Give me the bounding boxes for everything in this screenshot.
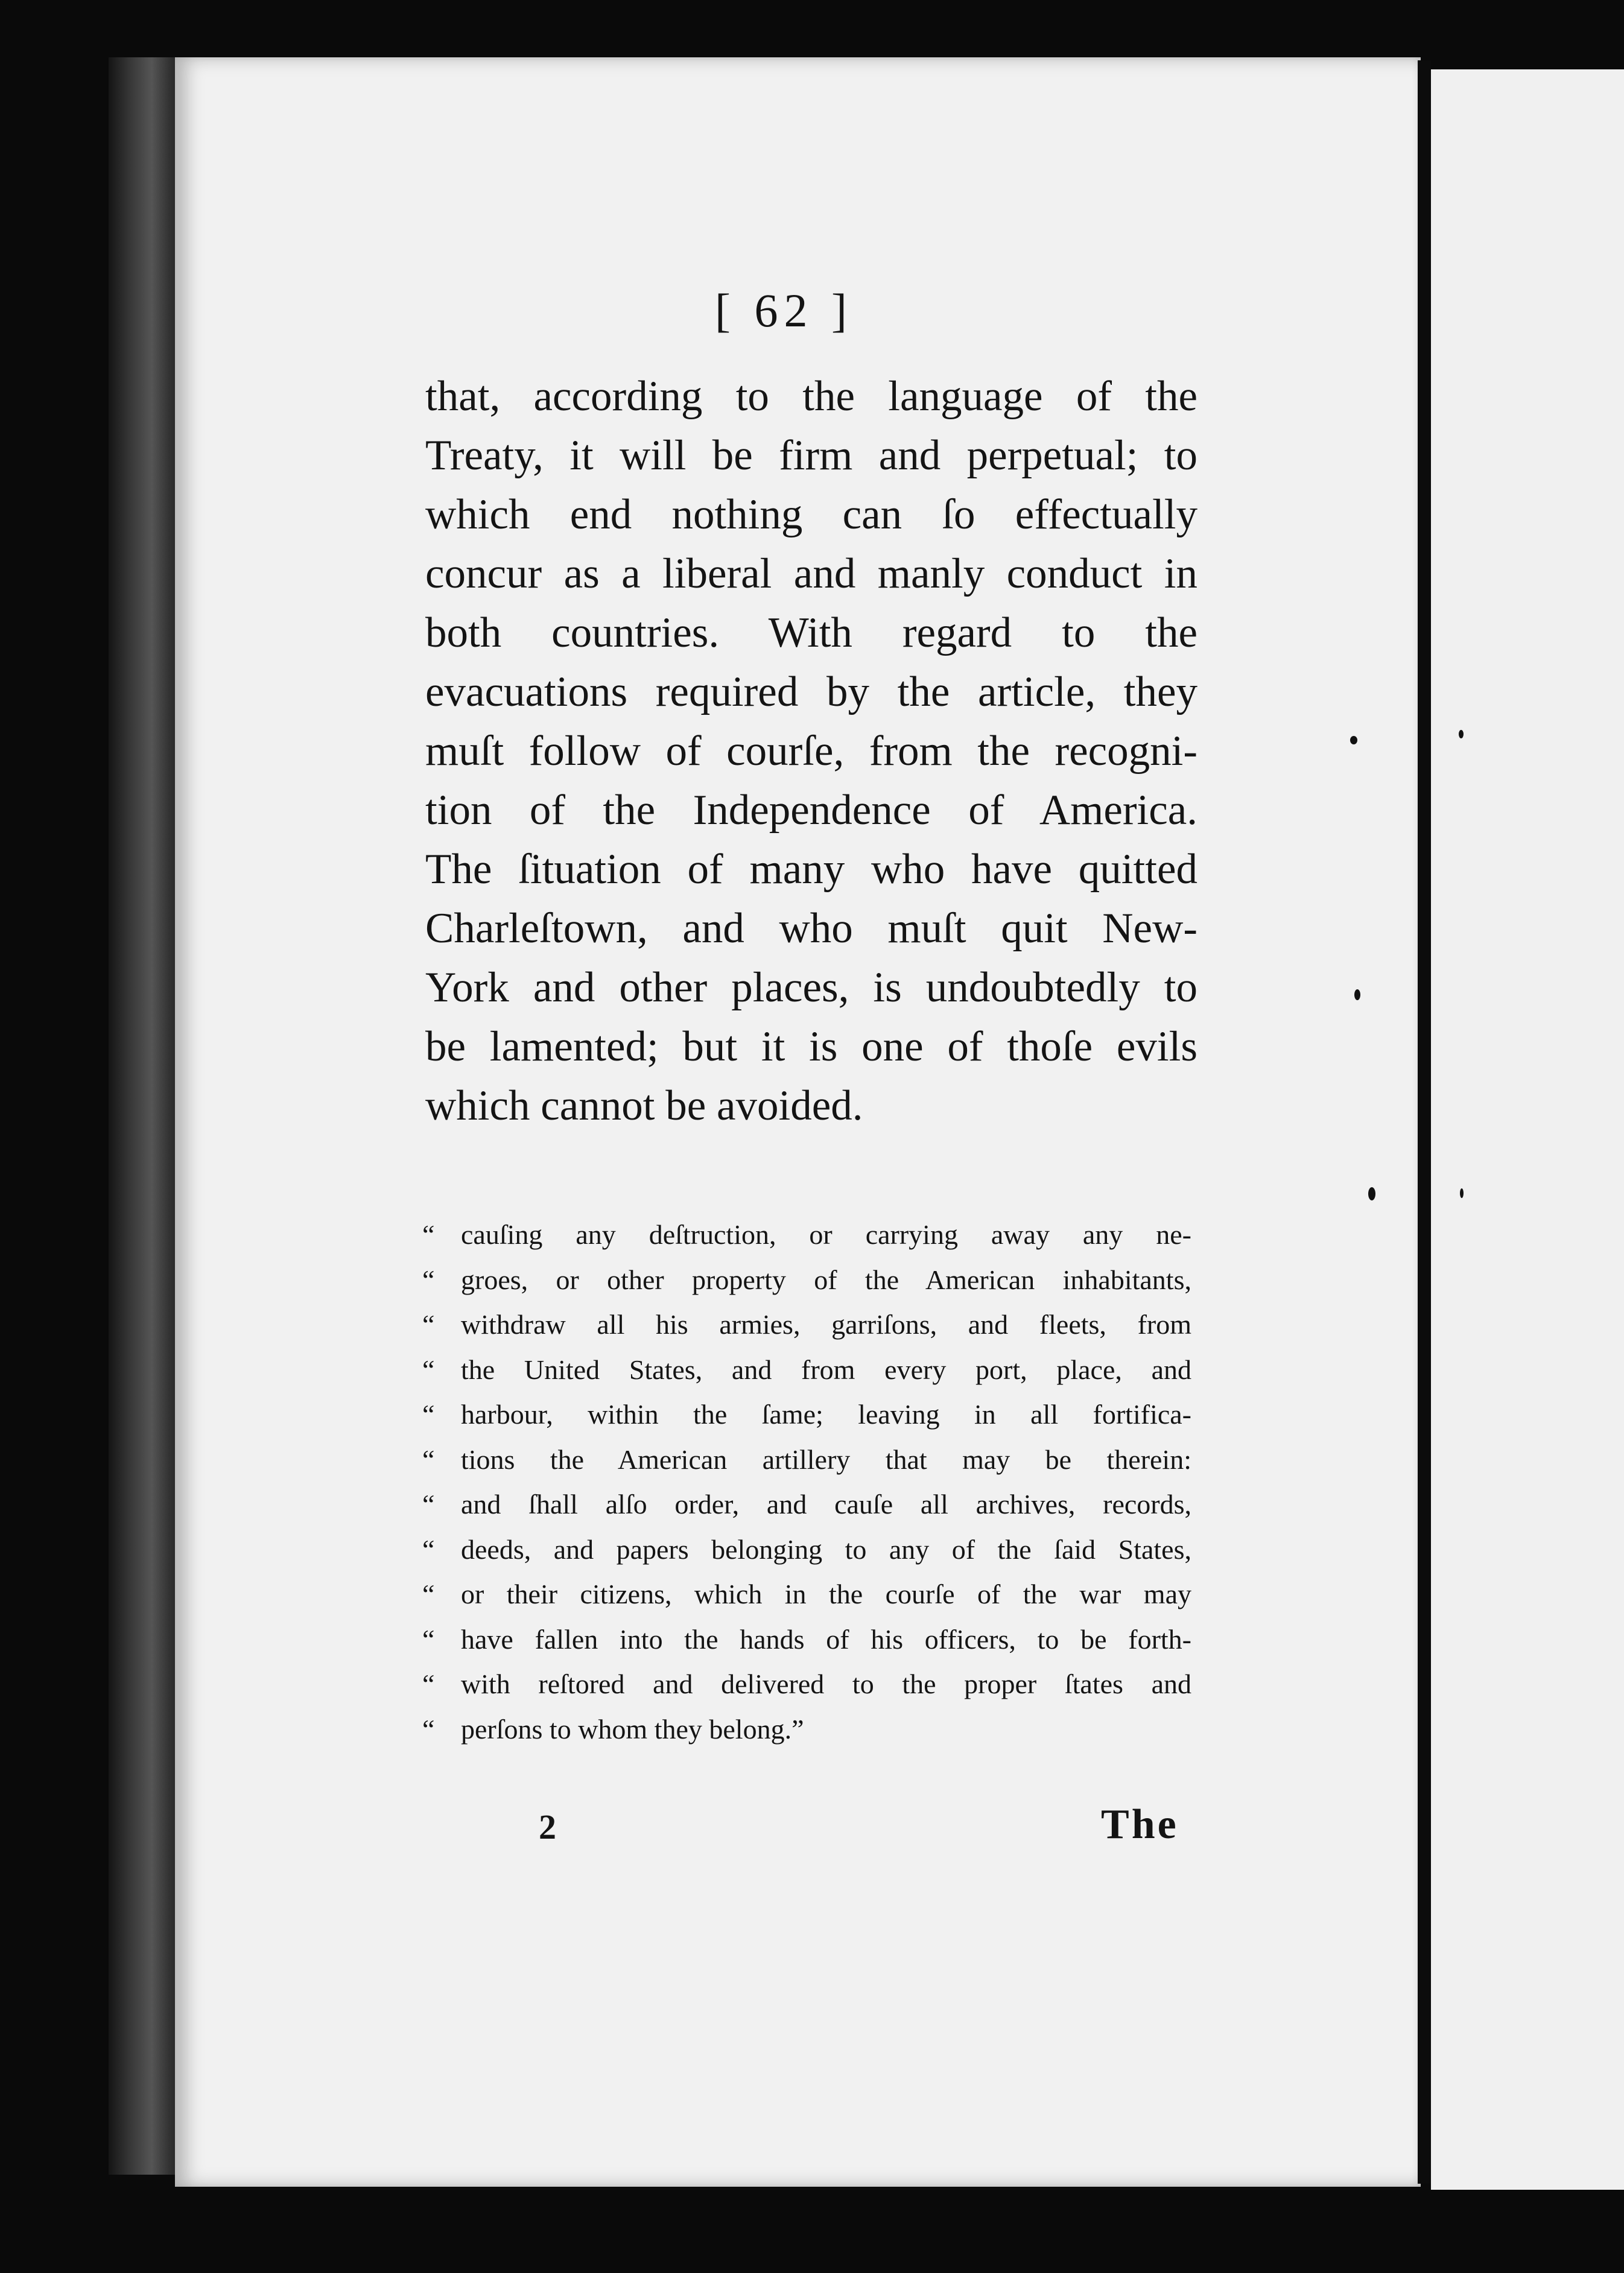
ink-speck: [1354, 989, 1360, 1000]
footnote-text: withdraw all his armies, garriſons, and fleets, from: [461, 1309, 1191, 1340]
footnote-text: the United States, and from every port, place, and: [461, 1354, 1191, 1385]
quote-mark: “: [422, 1489, 435, 1520]
footnote-text: and ſhall alſo order, and cauſe all archives, records,: [461, 1489, 1191, 1520]
quote-mark: “: [422, 1399, 435, 1430]
footnote-line: [422, 1707, 1191, 1752]
body-line: which cannot be avoided.: [425, 1082, 863, 1129]
body-line: York and other places, is undoubtedly to: [425, 964, 1197, 1011]
ink-speck: [1350, 736, 1357, 744]
footnote-text: cauſing any deſtruction, or carrying away any ne-: [461, 1219, 1191, 1250]
body-line: concur as a liberal and manly conduct in: [425, 550, 1197, 597]
body-line: evacuations required by the article, they: [425, 668, 1197, 715]
body-line: be lamented; but it is one of thoſe evils: [425, 1023, 1197, 1070]
footnote-line: [422, 1527, 1191, 1573]
body-line: muſt follow of courſe, from the recogni-: [425, 728, 1197, 775]
quote-mark: “: [422, 1444, 435, 1475]
quote-mark: “: [422, 1669, 435, 1699]
quote-mark: “: [422, 1579, 435, 1609]
body-line: tion of the Independence of America.: [425, 787, 1197, 834]
footnote-text: with reſtored and delivered to the proper ſtates and: [461, 1669, 1191, 1699]
footnote-text: groes, or other property of the American inhabitants,: [461, 1264, 1191, 1295]
footnote-text: tions the American artillery that may be therein:: [461, 1444, 1191, 1475]
signature-mark: 2: [539, 1807, 556, 1847]
quote-mark: “: [422, 1354, 435, 1385]
quote-mark: “: [422, 1264, 435, 1295]
footnote-line: [422, 1572, 1191, 1617]
quote-mark: “: [422, 1219, 435, 1250]
ink-speck: [1460, 1188, 1464, 1198]
footnote-line: [422, 1392, 1191, 1438]
body-text: [425, 367, 1197, 1135]
footnote-quotation: [422, 1213, 1191, 1752]
quote-mark: “: [422, 1309, 435, 1340]
footnote-line: [422, 1662, 1191, 1707]
body-line: that, according to the language of the: [425, 373, 1197, 420]
footnote-text: harbour, within the ſame; leaving in all fortifica-: [461, 1399, 1191, 1430]
catchword: The: [1101, 1801, 1179, 1848]
footnote-line: [422, 1438, 1191, 1483]
footnote-line: [422, 1258, 1191, 1303]
body-line: which end nothing can ſo effectually: [425, 491, 1197, 538]
footnote-line: [422, 1482, 1191, 1527]
body-line: Treaty, it will be firm and perpetual; to: [425, 432, 1197, 479]
footnote-text: or their citizens, which in the courſe of the war may: [461, 1579, 1191, 1609]
footnote-text: perſons to whom they belong.”: [461, 1713, 804, 1745]
footnote-line: [422, 1302, 1191, 1348]
quote-mark: “: [422, 1533, 435, 1565]
ink-speck: [1459, 730, 1464, 738]
quote-mark: “: [422, 1623, 435, 1655]
body-line: Charleſtown, and who muſt quit New-: [425, 905, 1197, 952]
body-line: both countries. With regard to the: [425, 609, 1197, 656]
running-head: [ 62 ]: [715, 284, 853, 337]
footnote-line: [422, 1348, 1191, 1393]
body-line: The ſituation of many who have quitted: [425, 846, 1197, 893]
footnote-text: have fallen into the hands of his officers, to be forth-: [461, 1623, 1191, 1655]
footnote-line: [422, 1617, 1191, 1663]
quote-mark: “: [422, 1713, 435, 1745]
ink-speck: [1368, 1187, 1375, 1200]
footnote-line: [422, 1213, 1191, 1258]
footnote-text: deeds, and papers belonging to any of the ſaid States,: [461, 1533, 1191, 1565]
